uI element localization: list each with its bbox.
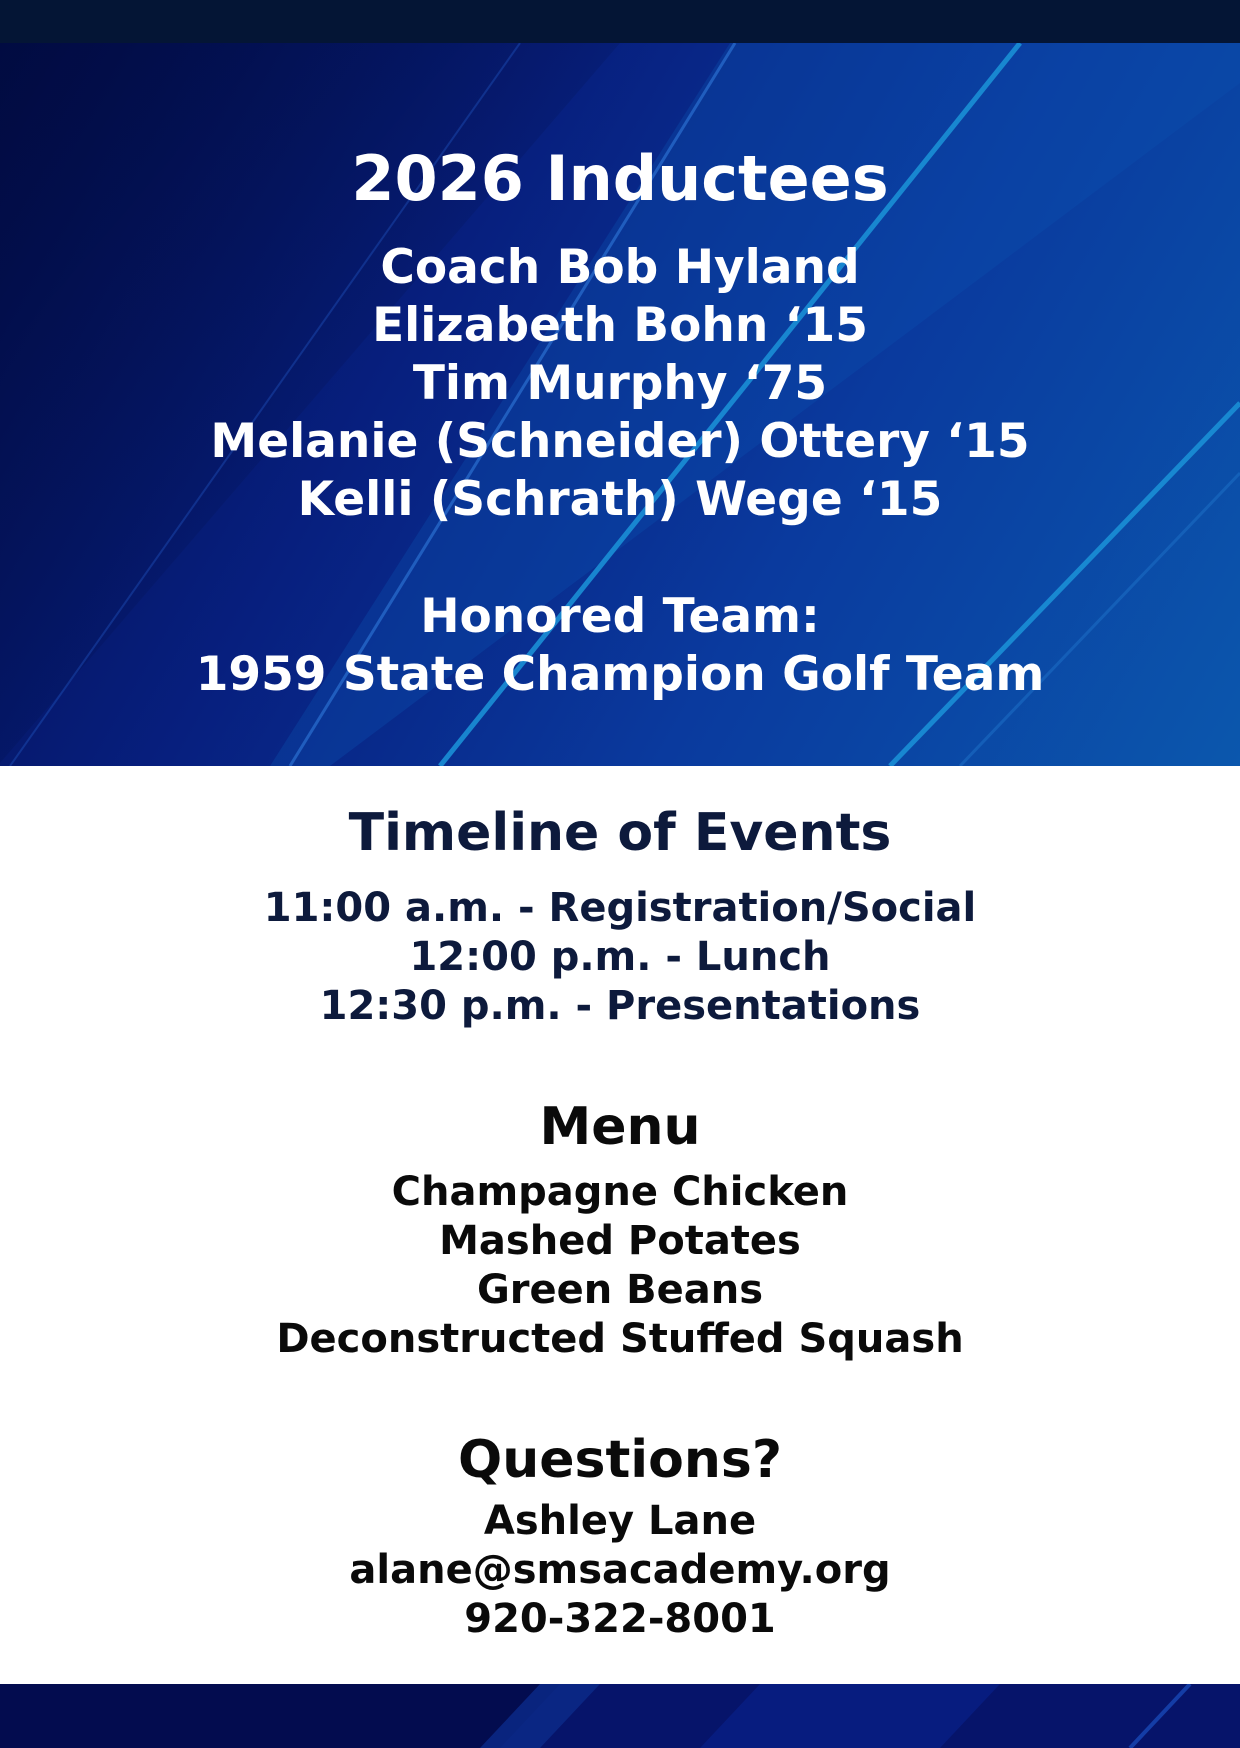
timeline-item: 12:30 p.m. - Presentations [319, 983, 921, 1029]
bottom-stripes-decoration [0, 1684, 1240, 1748]
contact-name: Ashley Lane [483, 1498, 757, 1544]
menu-item: Mashed Potates [439, 1218, 801, 1264]
menu-section [0, 1096, 1240, 1364]
honored-team-name: 1959 State Champion Golf Team [195, 647, 1045, 702]
menu-item: Champagne Chicken [391, 1169, 849, 1215]
inductees-title: 2026 Inductees [351, 141, 889, 215]
menu-item: Deconstructed Stuffed Squash [276, 1316, 964, 1362]
inductee-name: Elizabeth Bohn ‘15 [372, 298, 868, 353]
contact-list [0, 1497, 1240, 1644]
contact-phone: 920-322-8001 [464, 1596, 776, 1642]
inductee-name: Tim Murphy ‘75 [412, 356, 828, 411]
menu-item: Green Beans [476, 1267, 764, 1313]
bottom-decorative-band [0, 1684, 1240, 1748]
inductee-name: Coach Bob Hyland [380, 240, 860, 295]
contact-email: alane@smsacademy.org [349, 1547, 891, 1593]
timeline-item: 11:00 a.m. - Registration/Social [263, 885, 977, 931]
top-strip [0, 0, 1240, 43]
inductee-list [0, 239, 1240, 529]
honored-team-block [0, 588, 1240, 704]
timeline-section [0, 802, 1240, 1031]
inductees-hero-banner [0, 43, 1240, 766]
honored-team-label: Honored Team: [420, 589, 820, 644]
inductee-name: Kelli (Schrath) Wege ‘15 [297, 472, 943, 527]
menu-list [0, 1168, 1240, 1364]
timeline-item: 12:00 p.m. - Lunch [409, 934, 831, 980]
timeline-heading: Timeline of Events [348, 803, 892, 863]
menu-heading: Menu [539, 1097, 701, 1157]
inductee-name: Melanie (Schneider) Ottery ‘15 [210, 414, 1030, 469]
questions-heading: Questions? [458, 1430, 782, 1490]
timeline-list [0, 884, 1240, 1031]
questions-section [0, 1429, 1240, 1644]
